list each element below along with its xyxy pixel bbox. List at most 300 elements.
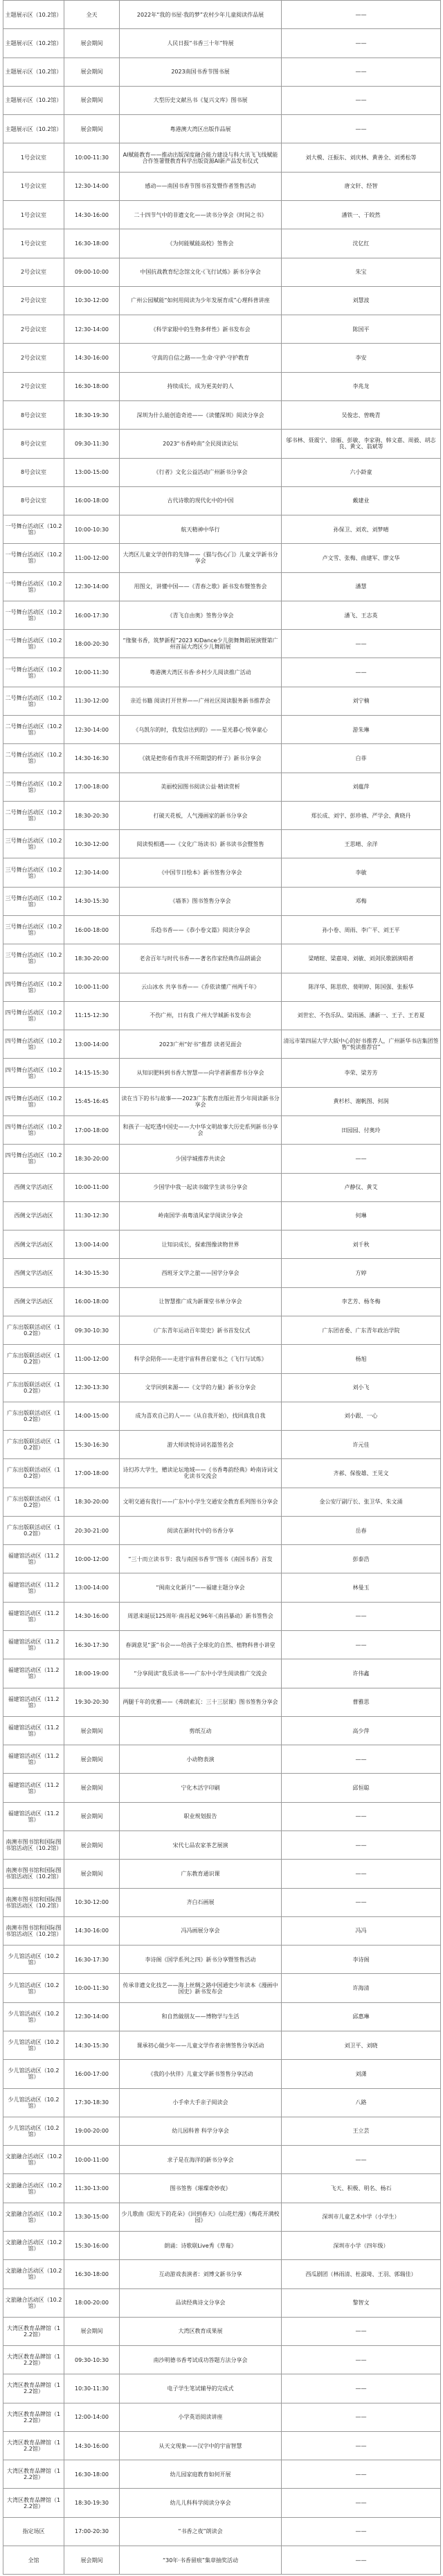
schedule-row	[3, 887, 441, 915]
schedule-row	[3, 858, 441, 887]
schedule-row	[3, 2174, 441, 2203]
guest-cell: 广东团省委、广东青年政治学院	[282, 1316, 441, 1344]
guest-cell: 齐郝、保俊雄、王见文	[282, 1459, 441, 1488]
time-cell: 10:00-11:30	[64, 658, 120, 687]
venue-cell: 少儿馆活动区（10.2馆）	[3, 1974, 64, 2002]
schedule-row	[3, 515, 441, 544]
event-title-cell: 从天文现象——汉字中的宇宙智慧	[120, 2431, 282, 2460]
guest-cell: 黄杉杉、谢帆图、何润	[282, 1087, 441, 1115]
venue-cell: 三号舞台活动区（10.2馆）	[3, 887, 64, 915]
event-title-cell: 美丽校园图书阅读公益·精读赏析	[120, 773, 282, 801]
time-cell: 19:30-20:30	[64, 1688, 120, 1716]
guest-cell: 西瓜剧团（林雨清、杜淑琦、王羽、郭瑞佳）	[282, 2260, 441, 2288]
guest-cell: 潘慧	[282, 572, 441, 601]
time-cell: 09:00-10:00	[64, 258, 120, 286]
guest-cell: 王思晴、余洋	[282, 830, 441, 858]
schedule-row	[3, 2031, 441, 2059]
event-title-cell: 文明交通有我行——广东中小学生交通安全教育系列图书分享会	[120, 1488, 282, 1516]
schedule-row	[3, 1946, 441, 1974]
event-title-cell: 齐白石画展	[120, 1888, 282, 1916]
event-title-cell: 阅读悦相遇——《文化广场读书》新书读书会暨签售	[120, 830, 282, 858]
guest-cell: 黎智文	[282, 2288, 441, 2317]
venue-cell: 主题展示区（10.2馆）	[3, 1, 64, 29]
event-title-cell: 让智慧推广成为新课堂书单分享会	[120, 1287, 282, 1316]
guest-cell: ——	[282, 1888, 441, 1916]
venue-cell: 主题展示区（10.2馆）	[3, 58, 64, 86]
venue-cell: 福建馆活动区（11.2馆）	[3, 1716, 64, 1745]
guest-cell: 吴俊忠、曾晚青	[282, 400, 441, 429]
venue-cell: 西侧文学活动区	[3, 1201, 64, 1230]
venue-cell: 南澳市图书馆和国际图书馆活动区（10.2馆）	[3, 1888, 64, 1916]
event-title-cell: 成为喜欢自己的人——《从自我开始》，找回真我自我	[120, 1402, 282, 1430]
time-cell: 展会期间	[64, 58, 120, 86]
event-title-cell: 电子学生笔试辅导的完成式	[120, 2374, 282, 2403]
schedule-row	[3, 172, 441, 200]
event-title-cell: 幼儿园科普 科学分享会	[120, 2117, 282, 2145]
event-title-cell: 幼儿儿科科学阅读分享会	[120, 2489, 282, 2517]
schedule-row	[3, 1974, 441, 2002]
venue-cell: 四号舞台活动区（10.2馆）	[3, 1059, 64, 1087]
guest-cell: ——	[282, 2546, 441, 2575]
time-cell: 14:15-15:30	[64, 1059, 120, 1087]
schedule-row	[3, 1345, 441, 1373]
venue-cell: 二号舞台活动区（10.2馆）	[3, 744, 64, 773]
venue-cell: 文旅融合活动区（10.2馆）	[3, 2288, 64, 2317]
time-cell: 10:30-12:00	[64, 286, 120, 315]
guest-cell: 许海清	[282, 1974, 441, 2002]
time-cell: 14:30-16:00	[64, 200, 120, 229]
guest-cell: ——	[282, 1831, 441, 1860]
guest-cell: ——	[282, 1631, 441, 1659]
schedule-row	[3, 630, 441, 658]
venue-cell: 大湾区教育品牌馆（12.2馆）	[3, 2403, 64, 2431]
time-cell: 展会期间	[64, 115, 120, 143]
venue-cell: 8号会议室	[3, 458, 64, 486]
event-title-cell: 《青飞自由奥》签售分享会	[120, 601, 282, 629]
event-title-cell: 少儿歌曲《阳光下的花朵》《回到春天》《山花烂漫》《梅花开满校园》	[120, 2203, 282, 2231]
time-cell: 15:30-16:00	[64, 2231, 120, 2259]
guest-cell: 田园园、付奥玲	[282, 1115, 441, 1144]
schedule-row	[3, 1860, 441, 1888]
event-title-cell: 剪纸互动	[120, 1716, 282, 1745]
guest-cell: 金公安厅副厅长、张卫华、朱文涌	[282, 1488, 441, 1516]
time-cell: 18:30-19:30	[64, 2489, 120, 2517]
schedule-row	[3, 2346, 441, 2374]
time-cell: 18:30-20:30	[64, 801, 120, 829]
venue-cell: 西侧文学活动区	[3, 1259, 64, 1287]
event-title-cell: 二十四节气中的非遗文化——读书分享会《时间之书》	[120, 200, 282, 229]
guest-cell: 许伟鑫	[282, 1659, 441, 1688]
time-cell: 17:00-18:00	[64, 1115, 120, 1144]
time-cell: 12:30-14:00	[64, 572, 120, 601]
schedule-row	[3, 458, 441, 486]
event-title-cell: 《乌凯尔的时，我发信出到的》——星光暮心·悦享童心	[120, 716, 282, 744]
event-title-cell: 科学会陪你——走进宇宙科普启蒙书之《飞行与试炼》	[120, 1345, 282, 1373]
venue-cell: 福建馆活动区（11.2馆）	[3, 1802, 64, 1830]
venue-cell: 四号舞台活动区（10.2馆）	[3, 1115, 64, 1144]
venue-cell: 全馆	[3, 2546, 64, 2575]
schedule-row	[3, 1631, 441, 1659]
time-cell: 12:30-14:00	[64, 2002, 120, 2031]
guest-cell: 潘铁一、于皎然	[282, 200, 441, 229]
venue-cell: 广东出版联活动区（10.2馆）	[3, 1402, 64, 1430]
guest-cell: 王立芸	[282, 2117, 441, 2145]
time-cell: 14:30-16:00	[64, 1916, 120, 1945]
venue-cell: 广东出版联活动区（10.2馆）	[3, 1431, 64, 1459]
time-cell: 14:00-15:00	[64, 1402, 120, 1430]
event-title-cell: 小手牵大手亲子阅读会	[120, 2088, 282, 2117]
guest-cell: 深圳市小学（四年级）	[282, 2231, 441, 2259]
venue-cell: 8号会议室	[3, 430, 64, 458]
schedule-row	[3, 400, 441, 429]
event-title-cell: 广州公园赋能“如何用阅读为少年发展育成”心理科普讲座	[120, 286, 282, 315]
event-title-cell: 周恩来诞辰125周年·南昌起义96年·《南昌暴动》新书签售会	[120, 1602, 282, 1630]
schedule-row	[3, 2060, 441, 2088]
time-cell: 16:30-17:30	[64, 1946, 120, 1974]
time-cell: 展会期间	[64, 1802, 120, 1830]
time-cell: 19:00-20:00	[64, 2117, 120, 2145]
schedule-row	[3, 1831, 441, 1860]
time-cell: 17:00-18:00	[64, 1459, 120, 1488]
event-title-cell: 大湾区儿童文学创作的先锋——《猫与伤心门》儿童文学新书分享会	[120, 544, 282, 572]
guest-cell: ——	[282, 1745, 441, 1774]
schedule-row	[3, 2431, 441, 2460]
event-title-cell: 西班牙文学之旅——国学分享会	[120, 1259, 282, 1287]
time-cell: 14:30-15:30	[64, 887, 120, 915]
time-cell: 18:30-20:00	[64, 944, 120, 973]
time-cell: 16:00-18:00	[64, 1287, 120, 1316]
venue-cell: 四号舞台活动区（10.2馆）	[3, 1001, 64, 1030]
event-title-cell: 春调意见“蛋”书会——给孩子全球化的自然、植物科普小讲堂	[120, 1631, 282, 1659]
schedule-row	[3, 544, 441, 572]
event-title-cell: 2022年“我的书屋·我的梦”农村少年儿童阅读作品展	[120, 1, 282, 29]
time-cell: 14:30-15:30	[64, 1259, 120, 1287]
venue-cell: 1号会议室	[3, 229, 64, 258]
schedule-row	[3, 1230, 441, 1259]
schedule-row	[3, 601, 441, 629]
guest-cell: 许元佳	[282, 1431, 441, 1459]
venue-cell: 西侧文学活动区	[3, 1173, 64, 1201]
time-cell: 16:30-18:00	[64, 229, 120, 258]
schedule-row	[3, 58, 441, 86]
guest-cell: 刘潇	[282, 2060, 441, 2088]
venue-cell: 文旅融合活动区（10.2馆）	[3, 2203, 64, 2231]
schedule-row	[3, 1916, 441, 1945]
venue-cell: 三号舞台活动区（10.2馆）	[3, 858, 64, 887]
venue-cell: 一号舞台活动区（10.2馆）	[3, 658, 64, 687]
schedule-row	[3, 2231, 441, 2259]
venue-cell: 主题展示区（10.2馆）	[3, 29, 64, 58]
schedule-row	[3, 1431, 441, 1459]
event-title-cell: 让知识成长，探索图像读物世界	[120, 1230, 282, 1259]
venue-cell: 南澳市图书馆和国际图书馆活动区（10.2馆）	[3, 1860, 64, 1888]
event-title-cell: 广东教育通识课	[120, 1860, 282, 1888]
time-cell: 10:30-12:00	[64, 1888, 120, 1916]
schedule-row	[3, 916, 441, 944]
time-cell: 10:30-11:30	[64, 2374, 120, 2403]
event-title-cell: “书香之夜”朗读会	[120, 2517, 282, 2546]
time-cell: 10:00-11:00	[64, 2146, 120, 2174]
guest-cell: 曹雅思	[282, 1688, 441, 1716]
schedule-row	[3, 1173, 441, 1201]
venue-cell: 少儿馆活动区（10.2馆）	[3, 1946, 64, 1974]
guest-cell: ——	[282, 86, 441, 114]
time-cell: 10:00-12:00	[64, 1545, 120, 1573]
event-title-cell: “分享阅读”我乐读书——广东中小学生阅读推广交流会	[120, 1659, 282, 1688]
schedule-row	[3, 2088, 441, 2117]
schedule-row	[3, 2317, 441, 2345]
venue-cell: 1号会议室	[3, 200, 64, 229]
guest-cell: 孙小卷、周雨、李广平、刘王平	[282, 916, 441, 944]
venue-cell: 广东出版联活动区（10.2馆）	[3, 1516, 64, 1544]
event-title-cell: “缘聚书香，筑梦新程”2023 KiDance少儿街舞舞蹈展演暨第广州首届大湾区少儿舞蹈展	[120, 630, 282, 658]
guest-cell: 卢静仪、黄艾	[282, 1173, 441, 1201]
venue-cell: 广东出版联活动区（10.2馆）	[3, 1316, 64, 1344]
venue-cell: 二号舞台活动区（10.2馆）	[3, 716, 64, 744]
guest-cell: ——	[282, 1602, 441, 1630]
guest-cell: 刘世宏、不伤乐队、梁雨涵、潘新一、王子、王若夏	[282, 1001, 441, 1030]
event-title-cell: 诗幻苏大学生，赠读论坛地域——《书香粤韵经典》岭南诗词文化读书交流会	[120, 1459, 282, 1488]
event-title-cell: 幼儿园家庭教育如何开展	[120, 2460, 282, 2489]
time-cell: 16:30-18:00	[64, 372, 120, 400]
guest-cell: ——	[282, 2374, 441, 2403]
venue-cell: 大湾区教育品牌馆（12.2馆）	[3, 2317, 64, 2345]
time-cell: 14:30-16:30	[64, 744, 120, 773]
guest-cell: 清远市第四届大学大阪中心的好书推荐人，广州新华书店集团签售“悦读推荐官”	[282, 1030, 441, 1059]
schedule-row	[3, 572, 441, 601]
schedule-row	[3, 944, 441, 973]
venue-cell: 1号会议室	[3, 172, 64, 200]
venue-cell: 二号舞台活动区（10.2馆）	[3, 801, 64, 829]
guest-cell: ——	[282, 2517, 441, 2546]
time-cell: 展会期间	[64, 1860, 120, 1888]
guest-cell: 岳春	[282, 1516, 441, 1544]
guest-cell: 刘蕴萍	[282, 773, 441, 801]
schedule-row	[3, 1287, 441, 1316]
venue-cell: 大湾区教育品牌馆（12.2馆）	[3, 2489, 64, 2517]
event-title-cell: 阅读在新时代中的书香分享	[120, 1516, 282, 1544]
time-cell: 12:30-14:00	[64, 858, 120, 887]
venue-cell: 一号舞台活动区（10.2馆）	[3, 630, 64, 658]
venue-cell: 8号会议室	[3, 400, 64, 429]
event-title-cell: 文学回到来源——《文学的力量》新书分享会	[120, 1373, 282, 1402]
venue-cell: 2号会议室	[3, 286, 64, 315]
guest-cell: 郑长成、刘宇、彭珍禧、严学会、黄晓丹	[282, 801, 441, 829]
event-title-cell: 亲近书籍 阅读打开世界——广州社区阅读服务新书推荐会	[120, 687, 282, 715]
schedule-row	[3, 687, 441, 715]
schedule-row	[3, 1145, 441, 1173]
schedule-row	[3, 430, 441, 458]
time-cell: 10:00-11:00	[64, 973, 120, 1001]
schedule-row	[3, 744, 441, 773]
venue-cell: 福建馆活动区（11.2馆）	[3, 1545, 64, 1573]
venue-cell: 二号舞台活动区（10.2馆）	[3, 773, 64, 801]
guest-cell: 刘小跟、一心	[282, 1402, 441, 1430]
time-cell: 18:00-20:30	[64, 630, 120, 658]
event-title-cell: “30年·书香留痕”集章抽奖活动	[120, 2546, 282, 2575]
schedule-row	[3, 2002, 441, 2031]
time-cell: 12:30-14:00	[64, 716, 120, 744]
guest-cell: 陈洋华、陈思欣、裴明婷、陈国强、张振华	[282, 973, 441, 1001]
guest-cell: ——	[282, 2489, 441, 2517]
schedule-row	[3, 2288, 441, 2317]
event-title-cell: 岭南国学·南粤清风家学阅读分享会	[120, 1201, 282, 1230]
event-title-cell: 南沙明德书香考试成功答题方法分享会	[120, 2346, 282, 2374]
time-cell: 11:30-13:00	[64, 2174, 120, 2203]
event-title-cell: 《我的小伙伴》儿童文学新书签售分享活动	[120, 2060, 282, 2088]
time-cell: 10:00-10:30	[64, 515, 120, 544]
venue-cell: 四号舞台活动区（10.2馆）	[3, 1030, 64, 1059]
schedule-row	[3, 1888, 441, 1916]
schedule-row	[3, 1774, 441, 1802]
event-title-cell: 图书签售《璀璨奇妙夜》	[120, 2174, 282, 2203]
guest-cell: ——	[282, 2431, 441, 2460]
event-title-cell: 大湾区教育成果展	[120, 2317, 282, 2345]
schedule-row	[3, 2403, 441, 2431]
time-cell: 13:30-15:00	[64, 2203, 120, 2231]
time-cell: 12:30-14:00	[64, 315, 120, 344]
guest-cell: 李艺芳、杨冬梅	[282, 1287, 441, 1316]
time-cell: 16:00-17:30	[64, 601, 120, 629]
event-title-cell: 2023南国书香节图书展	[120, 58, 282, 86]
event-title-cell: 中国抗战教育纪念馆文化·《飞行试炼》新书分享会	[120, 258, 282, 286]
schedule-row	[3, 1688, 441, 1716]
time-cell: 17:30-18:30	[64, 2088, 120, 2117]
venue-cell: 少儿馆活动区（10.2馆）	[3, 2060, 64, 2088]
guest-cell: 陈国平	[282, 315, 441, 344]
time-cell: 10:00-11:30	[64, 1974, 120, 2002]
schedule-row	[3, 1316, 441, 1344]
time-cell: 展会期间	[64, 2317, 120, 2345]
venue-cell: 西侧文学活动区	[3, 1230, 64, 1259]
venue-cell: 大湾区教育品牌馆（12.2馆）	[3, 2460, 64, 2489]
schedule-row	[3, 486, 441, 515]
time-cell: 12:00-14:00	[64, 2403, 120, 2431]
venue-cell: 少儿馆活动区（10.2馆）	[3, 2031, 64, 2059]
time-cell: 18:00-19:00	[64, 1659, 120, 1688]
time-cell: 展会期间	[64, 29, 120, 58]
event-title-cell: 《就是把你看作我并不所期望的样子》新书分享会	[120, 744, 282, 773]
event-title-cell: 人民日报“书香三十年”特展	[120, 29, 282, 58]
event-title-cell: 粤港澳大湾区出版作品展	[120, 115, 282, 143]
time-cell: 14:30-15:30	[64, 2031, 120, 2059]
guest-cell: ——	[282, 2146, 441, 2174]
guest-cell: ——	[282, 58, 441, 86]
guest-cell: 高少萍	[282, 1716, 441, 1745]
time-cell: 展会期间	[64, 86, 120, 114]
guest-cell: ——	[282, 2346, 441, 2374]
schedule-row	[3, 86, 441, 114]
schedule-row	[3, 286, 441, 315]
schedule-row	[3, 1602, 441, 1630]
time-cell: 10:00-11:00	[64, 1173, 120, 1201]
event-title-cell: 感动——南国书香节图书首发暨作者签售活动	[120, 172, 282, 200]
venue-cell: 四号舞台活动区（10.2馆）	[3, 1145, 64, 1173]
time-cell: 17:00-18:00	[64, 773, 120, 801]
venue-cell: 少儿馆活动区（10.2馆）	[3, 2002, 64, 2031]
schedule-row	[3, 258, 441, 286]
schedule-row	[3, 2260, 441, 2288]
venue-cell: 一号舞台活动区（10.2馆）	[3, 544, 64, 572]
schedule-row	[3, 2203, 441, 2231]
guest-cell: 林曼玉	[282, 1573, 441, 1602]
guest-cell: 李安	[282, 344, 441, 372]
event-title-cell: 职业规划报告	[120, 1802, 282, 1830]
event-title-cell: 2023“书香岭南”全民阅读论坛	[120, 430, 282, 458]
event-title-cell: 小学英语阅读讲座	[120, 2403, 282, 2431]
guest-cell: 飞天、积极、明名、杨石	[282, 2174, 441, 2203]
schedule-row	[3, 200, 441, 229]
time-cell: 09:30-11:30	[64, 430, 120, 458]
venue-cell: 主题展示区（10.2馆）	[3, 86, 64, 114]
event-title-cell: 乐趋书香——《恭小卷文篇》阅读分享会	[120, 916, 282, 944]
schedule-row	[3, 344, 441, 372]
schedule-row	[3, 1201, 441, 1230]
time-cell: 11:30-12:30	[64, 1201, 120, 1230]
guest-cell: 李荣、梁芳芳	[282, 1059, 441, 1087]
venue-cell: 广东出版联活动区（10.2馆）	[3, 1373, 64, 1402]
event-title-cell: 传承非遗文化技艺——海上丝绸之路中国通史少年读本《漫画中国史》新书发布会	[120, 1974, 282, 2002]
venue-cell: 福建馆活动区（11.2馆）	[3, 1573, 64, 1602]
guest-cell: 邓梅	[282, 887, 441, 915]
venue-cell: 福建馆活动区（11.2馆）	[3, 1631, 64, 1659]
guest-cell: 邱恒聪	[282, 1774, 441, 1802]
schedule-row	[3, 115, 441, 143]
event-title-cell: 老舍百年与时代书香——著名作家经典作品朗诵会	[120, 944, 282, 973]
guest-cell: ——	[282, 1145, 441, 1173]
event-title-cell: AI赋能教育——推动出版深度融合能力建设与科大讯飞飞线赋能合作签署暨教育科学出版资源AI新产品发布仪式	[120, 143, 282, 172]
guest-cell: 李敏	[282, 858, 441, 887]
venue-cell: 8号会议室	[3, 486, 64, 515]
event-title-cell: 小动物表演	[120, 1745, 282, 1774]
time-cell: 18:30-20:00	[64, 1145, 120, 1173]
time-cell: 14:30-16:00	[64, 344, 120, 372]
event-title-cell: 深圳为什么能创造奇迹——《读懂深圳》阅读分享会	[120, 400, 282, 429]
schedule-row	[3, 2489, 441, 2517]
event-title-cell: 宁化木活字印刷	[120, 1774, 282, 1802]
venue-cell: 四号舞台活动区（10.2馆）	[3, 1087, 64, 1115]
venue-cell: 福建馆活动区（11.2馆）	[3, 1745, 64, 1774]
time-cell: 16:30-17:30	[64, 1631, 120, 1659]
venue-cell: 南澳市图书馆和国际图书馆活动区（10.2馆）	[3, 1831, 64, 1860]
schedule-body	[3, 1, 441, 2575]
venue-cell: 主题展示区（10.2馆）	[3, 115, 64, 143]
event-title-cell: 《墙茶》图书签售分享会	[120, 887, 282, 915]
event-title-cell: 从知识肥料到书香大智慧——向学者新推荐书分享会	[120, 1059, 282, 1087]
schedule-row	[3, 1059, 441, 1087]
time-cell: 12:30-13:30	[64, 1373, 120, 1402]
time-cell: 17:00-20:30	[64, 2517, 120, 2546]
venue-cell: 福建馆活动区（11.2馆）	[3, 1774, 64, 1802]
event-title-cell: 少国学中我一起读书做学生读书分享会	[120, 1173, 282, 1201]
schedule-row	[3, 1087, 441, 1115]
venue-cell: 2号会议室	[3, 258, 64, 286]
event-title-cell: 和孩子一起吃透中国史——大中华文明故事大历史系列新书分享会	[120, 1115, 282, 1144]
event-title-cell: 2023广州“好书”推荐 读者见面会	[120, 1030, 282, 1059]
event-title-cell: 粤港澳大湾区书香·乡村少儿阅读推广活动	[120, 658, 282, 687]
event-title-cell: “闽南文化新月”——福建主题分享会	[120, 1573, 282, 1602]
time-cell: 16:00-17:00	[64, 2060, 120, 2088]
schedule-row	[3, 1516, 441, 1544]
event-title-cell: 航天精神中华行	[120, 515, 282, 544]
event-title-cell: 守真的自信之路——生命·守护·守护教育	[120, 344, 282, 372]
venue-cell: 四号舞台活动区（10.2馆）	[3, 973, 64, 1001]
event-title-cell: 李诗阁《国学系列之四》新书分享暨签售活动	[120, 1946, 282, 1974]
schedule-row	[3, 716, 441, 744]
guest-cell: 卢文雪、张梅、曲建军、廖文华	[282, 544, 441, 572]
guest-cell: ——	[282, 115, 441, 143]
event-title-cell: 游大师读悦诗词名篇签名会	[120, 1431, 282, 1459]
